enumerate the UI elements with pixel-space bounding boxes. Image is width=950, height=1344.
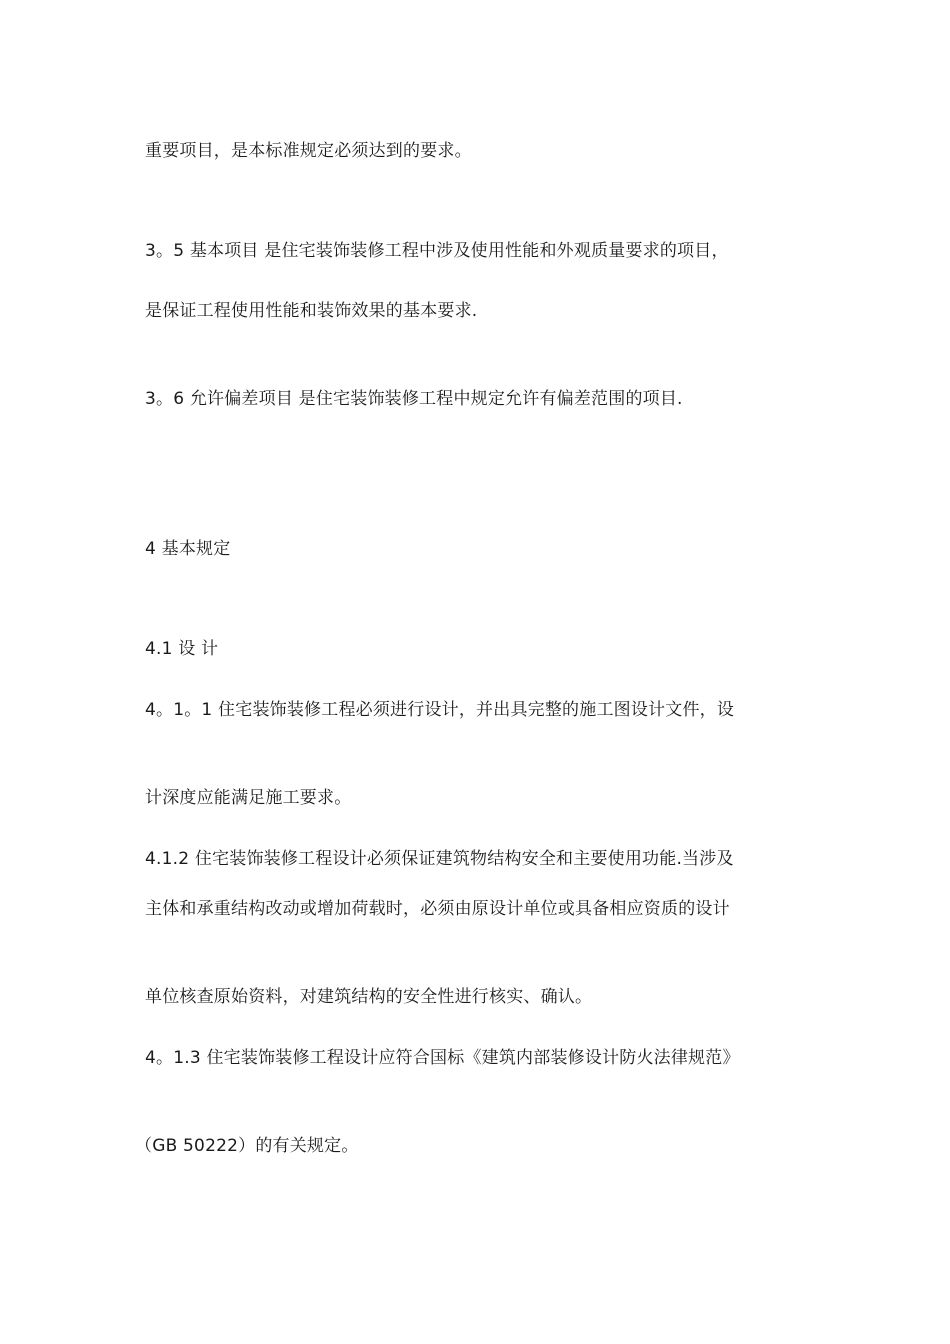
text-line-9: 单位核查原始资料，对建筑结构的安全性进行核实、确认。 <box>145 987 593 1007</box>
section-heading: 4 基本规定 <box>145 539 231 559</box>
subsection-heading: 4.1 设 计 <box>145 639 219 659</box>
text-line-1: 重要项目，是本标准规定必须达到的要求。 <box>145 141 472 161</box>
text-line-10: 4。1.3 住宅装饰装修工程设计应符合国标《建筑内部装修设计防火法律规范》 <box>145 1048 740 1068</box>
text-line-2: 3。5 基本项目 是住宅装饰装修工程中涉及使用性能和外观质量要求的项目， <box>145 241 729 261</box>
text-line-3: 是保证工程使用性能和装饰效果的基本要求. <box>145 301 478 321</box>
text-line-7: 4.1.2 住宅装饰装修工程设计必须保证建筑物结构安全和主要使用功能.当涉及 <box>145 849 734 869</box>
text-line-4: 3。6 允许偏差项目 是住宅装饰装修工程中规定允许有偏差范围的项目. <box>145 389 683 409</box>
text-line-8: 主体和承重结构改动或增加荷载时，必须由原设计单位或具备相应资质的设计 <box>145 899 730 919</box>
text-line-6: 计深度应能满足施工要求。 <box>145 788 352 808</box>
text-line-11: （GB 50222）的有关规定。 <box>135 1136 359 1156</box>
text-line-5: 4。1。1 住宅装饰装修工程必须进行设计，并出具完整的施工图设计文件，设 <box>145 700 735 720</box>
